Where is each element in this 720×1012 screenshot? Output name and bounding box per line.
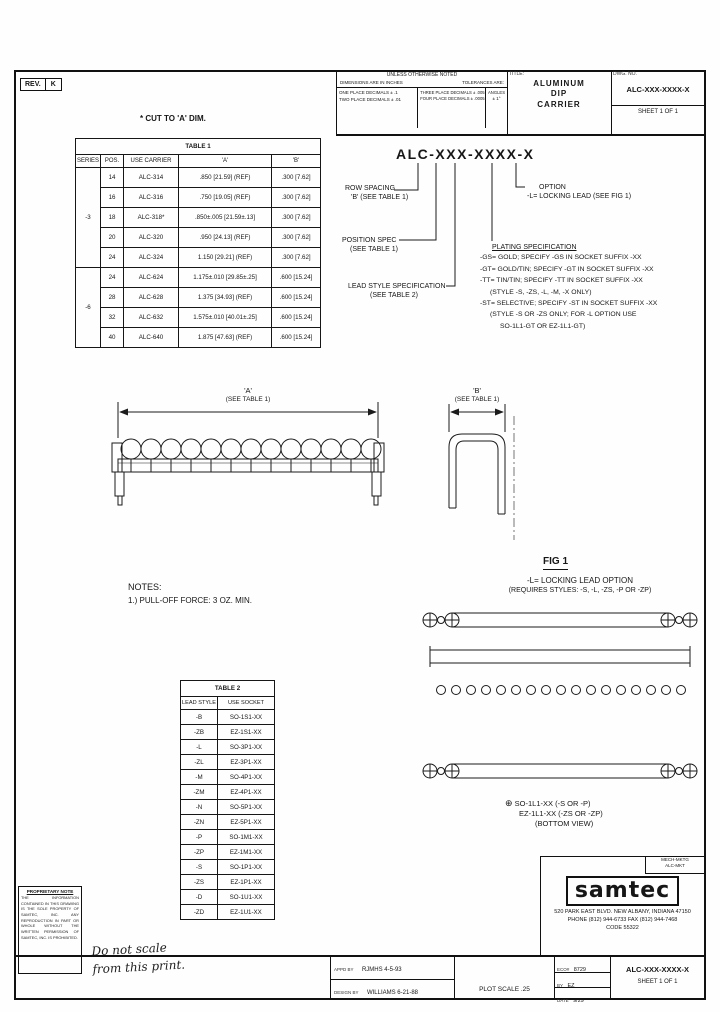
callout-plating xyxy=(480,243,657,332)
cell: ALC-314 xyxy=(124,168,179,188)
sheet-number: SHEET 1 OF 1 xyxy=(611,105,705,116)
table-row xyxy=(76,308,321,328)
table-1 xyxy=(75,138,321,348)
rev-label: REV. xyxy=(20,78,46,91)
series-cell: -6 xyxy=(76,268,101,348)
cell: 1.875 [47.63] (REF) xyxy=(179,328,272,348)
cell: .300 [7.62] xyxy=(272,248,321,268)
callout-text: OPTION xyxy=(539,184,566,191)
cell: .750 [19.05] (REF) xyxy=(179,188,272,208)
plating-line: -TT= TIN/TIN; SPECIFY -TT IN SOCKET SUFFIX -XX xyxy=(480,277,643,285)
callout-text: (SEE TABLE 1) xyxy=(350,246,398,254)
cell: .300 [7.62] xyxy=(272,168,321,188)
file-name: ALC-MKT xyxy=(665,863,685,869)
plating-line: -GT= GOLD/TIN; SPECIFY -GT IN SOCKET SUFFIX -XX xyxy=(480,265,654,273)
plating-line: (STYLE -S, -ZS, -L, -M, -X ONLY) xyxy=(490,288,592,296)
rev-value: K xyxy=(46,78,62,91)
table-row xyxy=(76,268,321,288)
plot-scale-box xyxy=(454,957,554,998)
table-row xyxy=(76,248,321,268)
callout-text: 'B' (SEE TABLE 1) xyxy=(351,194,409,202)
cell: EZ-5P1-XX xyxy=(218,815,275,830)
date-label: DATE xyxy=(557,998,569,1003)
cell: SO-1P1-XX xyxy=(218,860,275,875)
cell: 24 xyxy=(101,268,124,288)
dims-note: DIMENSIONS ARE IN INCHES xyxy=(340,80,403,85)
table1-header: POS. xyxy=(101,155,124,168)
series-cell: -3 xyxy=(76,168,101,268)
cell: EZ-3P1-XX xyxy=(218,755,275,770)
table-row xyxy=(76,168,321,188)
cell: .850 [21.59] (REF) xyxy=(179,168,272,188)
part-number: ALC-XXX-XXXX-X xyxy=(396,146,535,162)
table-row xyxy=(181,710,275,725)
tols-note: TOLERANCES ARE: xyxy=(462,80,504,85)
by-label: BY xyxy=(557,983,564,988)
appd-value: RJMHS 4-5-93 xyxy=(361,967,402,973)
proprietary-title: PROPRIETARY NOTE xyxy=(26,889,74,894)
approvals-box xyxy=(330,957,454,998)
cell: 32 xyxy=(101,308,124,328)
table1-title: TABLE 1 xyxy=(76,139,321,155)
table2-title: TABLE 2 xyxy=(181,681,275,697)
dim-a-note: (SEE TABLE 1) xyxy=(225,395,271,403)
cell: 14 xyxy=(101,168,124,188)
angles-label: ANGLES xyxy=(488,90,506,96)
cell: 1.175±.010 [29.85±.25] xyxy=(179,268,272,288)
cell: -ZL xyxy=(181,755,218,770)
drawing-title-line3: CARRIER xyxy=(537,99,581,109)
cell: EZ-4P1-XX xyxy=(218,785,275,800)
design-value: WILLIAMS 6-21-88 xyxy=(366,990,418,996)
by-value: EZ xyxy=(567,983,575,989)
table-row xyxy=(181,845,275,860)
table-row xyxy=(181,830,275,845)
table-row xyxy=(76,228,321,248)
eco-value: 8729 xyxy=(573,967,586,973)
plot-scale: PLOT SCALE .25 xyxy=(479,986,530,994)
plating-line: -ST= SELECTIVE; SPECIFY -ST IN SOCKET SUFFIX -XX xyxy=(480,300,658,308)
fig1-caption-line1: -L= LOCKING LEAD OPTION xyxy=(526,576,634,585)
cell: .600 [15.24] xyxy=(272,308,321,328)
table1-header: USE CARRIER xyxy=(124,155,179,168)
cell: EZ-1U1-XX xyxy=(218,905,275,920)
notes-header: NOTES: xyxy=(128,582,162,592)
cell: .300 [7.62] xyxy=(272,188,321,208)
table-row xyxy=(181,815,275,830)
appd-label: APPD BY xyxy=(334,967,354,972)
cell: SO-4P1-XX xyxy=(218,770,275,785)
cell: .600 [15.24] xyxy=(272,268,321,288)
cell: EZ-1S1-XX xyxy=(218,725,275,740)
handwriting-line: from this print. xyxy=(92,957,186,977)
table-row xyxy=(181,905,275,920)
cell: -D xyxy=(181,890,218,905)
cell: .850±.005 [21.59±.13] xyxy=(179,208,272,228)
cell: .300 [7.62] xyxy=(272,228,321,248)
cell: 20 xyxy=(101,228,124,248)
table-2 xyxy=(180,680,275,920)
samtec-phone: PHONE (812) 944-6733 FAX (812) 944-7468 xyxy=(567,916,678,923)
date-value: 9/29 xyxy=(573,998,584,1004)
table-row xyxy=(181,860,275,875)
table-row xyxy=(181,890,275,905)
callout-text: (SEE TABLE 2) xyxy=(370,292,418,300)
cell: 16 xyxy=(101,188,124,208)
tol-three-place: THREE PLACE DECIMALS ± .005 xyxy=(420,90,485,96)
cell: SO-1M1-XX xyxy=(218,830,275,845)
cell: -ZD xyxy=(181,905,218,920)
callout-lead-style xyxy=(348,282,446,301)
dim-a-label xyxy=(178,386,318,405)
table-row xyxy=(181,800,275,815)
notes-block xyxy=(128,582,252,607)
balloon-icon: ⊕ xyxy=(505,798,513,808)
dim-b-value: 'B' xyxy=(473,386,481,395)
cell: 28 xyxy=(101,288,124,308)
drawing-title-line2: DIP xyxy=(550,89,568,99)
angles-value: ± 1° xyxy=(492,96,501,102)
cell: ALC-316 xyxy=(124,188,179,208)
cell: .600 [15.24] xyxy=(272,328,321,348)
cell: -ZP xyxy=(181,845,218,860)
drawing-title-line1: ALUMINUM xyxy=(533,79,585,88)
cell: .950 [24.13] (REF) xyxy=(179,228,272,248)
dim-b-note: (SEE TABLE 1) xyxy=(454,395,500,403)
table-row xyxy=(181,770,275,785)
handwriting-line: Do not scale xyxy=(91,940,168,959)
title-label: TITLE: xyxy=(509,71,525,77)
cell: -M xyxy=(181,770,218,785)
samtec-code: CODE 55322 xyxy=(606,924,639,931)
note-1: 1.) PULL-OFF FORCE: 3 OZ. MIN. xyxy=(128,596,253,606)
tol-two-place: TWO PLACE DECIMALS ± .01 xyxy=(339,96,401,102)
plating-header: PLATING SPECIFICATION xyxy=(492,244,577,251)
fig1-title: FIG 1 xyxy=(543,556,568,570)
fig1-label2: EZ-1L1-XX (-ZS OR -ZP) xyxy=(519,809,603,819)
cell: .300 [7.62] xyxy=(272,208,321,228)
dwgno-label: DWG. NO. xyxy=(613,71,637,77)
cell: ALC-624 xyxy=(124,268,179,288)
cell: -ZS xyxy=(181,875,218,890)
cell: -S xyxy=(181,860,218,875)
tol-four-place: FOUR PLACE DECIMALS ± .0005 xyxy=(420,96,485,102)
dept-name: MECH-MKTG xyxy=(661,857,689,862)
fig1-part-labels xyxy=(505,798,603,829)
table-row xyxy=(76,188,321,208)
callout-text: POSITION SPEC xyxy=(342,237,397,244)
table1-header: SERIES xyxy=(76,155,101,168)
table-row xyxy=(181,875,275,890)
table1-header: 'B' xyxy=(272,155,321,168)
cell: 24 xyxy=(101,248,124,268)
cell: 18 xyxy=(101,208,124,228)
tolerance-header: UNLESS OTHERWISE NOTED xyxy=(386,72,458,78)
proprietary-body: THE INFORMATION CONTAINED IN THIS DRAWING IS THE SOLE PROPERTY OF SAMTEC, INC. ANY REPRODUCTION IN PART OR WHOLE WITHOUT THE WRITTEN PERMISSION OF SAMTEC, INC. IS PROHIBITED. xyxy=(21,895,79,940)
cell: ALC-640 xyxy=(124,328,179,348)
table1-header: 'A' xyxy=(179,155,272,168)
footer-sheet: SHEET 1 OF 1 xyxy=(637,978,678,985)
design-label: DESIGN BY xyxy=(334,990,359,995)
cell: SO-1U1-XX xyxy=(218,890,275,905)
cell: ALC-324 xyxy=(124,248,179,268)
cell: 1.375 [34.93] (REF) xyxy=(179,288,272,308)
cell: 40 xyxy=(101,328,124,348)
cell: ALC-628 xyxy=(124,288,179,308)
plating-line: -GS= GOLD; SPECIFY -GS IN SOCKET SUFFIX -XX xyxy=(480,254,642,262)
callout-text: LEAD STYLE SPECIFICATION xyxy=(348,283,446,290)
cell: -ZN xyxy=(181,815,218,830)
fig1-label3: (BOTTOM VIEW) xyxy=(535,819,594,828)
samtec-logo: samtec xyxy=(566,876,679,906)
rev-box xyxy=(20,78,62,91)
cell: .600 [15.24] xyxy=(272,288,321,308)
fig1-label1: SO-1L1-XX (-S OR -P) xyxy=(514,799,591,808)
table-row xyxy=(181,785,275,800)
cell: 1.150 [29.21] (REF) xyxy=(179,248,272,268)
cell: ALC-318* xyxy=(124,208,179,228)
plating-line: (STYLE -S OR -ZS ONLY; FOR -L OPTION USE xyxy=(490,311,637,319)
callout-text: ROW SPACING xyxy=(345,185,396,192)
dim-b-label xyxy=(430,386,524,405)
cell: 1.575±.010 [40.01±.25] xyxy=(179,308,272,328)
tol-one-place: ONE PLACE DECIMALS ± .1 xyxy=(339,90,398,96)
dept-box xyxy=(645,857,704,874)
table-row xyxy=(181,740,275,755)
dwgno-section xyxy=(611,70,705,134)
table2-header: USE SOCKET xyxy=(218,697,275,710)
callout-text: -L= LOCKING LEAD (SEE FIG 1) xyxy=(527,193,632,201)
cell: -N xyxy=(181,800,218,815)
table2-header: LEAD STYLE xyxy=(181,697,218,710)
callout-row-spacing xyxy=(345,184,408,203)
fig1-caption xyxy=(455,576,705,596)
callout-position-spec xyxy=(342,236,398,255)
cell: EZ-1P1-XX xyxy=(218,875,275,890)
cell: ALC-632 xyxy=(124,308,179,328)
title-section xyxy=(507,70,612,134)
tolerance-section xyxy=(337,70,508,134)
samtec-block xyxy=(540,856,704,955)
plating-line: SO-1L1-GT OR EZ-1L1-GT) xyxy=(500,322,586,330)
cell: -L xyxy=(181,740,218,755)
table-row xyxy=(181,725,275,740)
cut-note: * CUT TO 'A' DIM. xyxy=(140,114,206,123)
footer-dwgno-box xyxy=(610,957,704,998)
cell: -B xyxy=(181,710,218,725)
title-block xyxy=(336,70,705,136)
footer-dwgno: ALC-XXX-XXXX-X xyxy=(626,965,689,974)
footer-strip xyxy=(14,955,704,1004)
cell: SO-1S1-XX xyxy=(218,710,275,725)
table-row xyxy=(76,328,321,348)
cell: EZ-1M1-XX xyxy=(218,845,275,860)
eco-box xyxy=(554,957,610,1004)
cell: SO-3P1-XX xyxy=(218,740,275,755)
dwgno-value: ALC-XXX-XXXX-X xyxy=(626,85,690,94)
table-row xyxy=(76,288,321,308)
samtec-address: 520 PARK EAST BLVD. NEW ALBANY, INDIANA 47150 xyxy=(554,909,691,916)
table-row xyxy=(181,755,275,770)
fig1-caption-line2: (REQUIRES STYLES: -S, -L, -ZS, -P OR -ZP) xyxy=(508,587,652,595)
table-row xyxy=(76,208,321,228)
eco-label: ECO# xyxy=(557,967,570,972)
cell: -P xyxy=(181,830,218,845)
cell: SO-5P1-XX xyxy=(218,800,275,815)
cell: -ZM xyxy=(181,785,218,800)
callout-option xyxy=(527,183,631,202)
dim-a-value: 'A' xyxy=(244,386,252,395)
cell: ALC-320 xyxy=(124,228,179,248)
cell: -ZB xyxy=(181,725,218,740)
